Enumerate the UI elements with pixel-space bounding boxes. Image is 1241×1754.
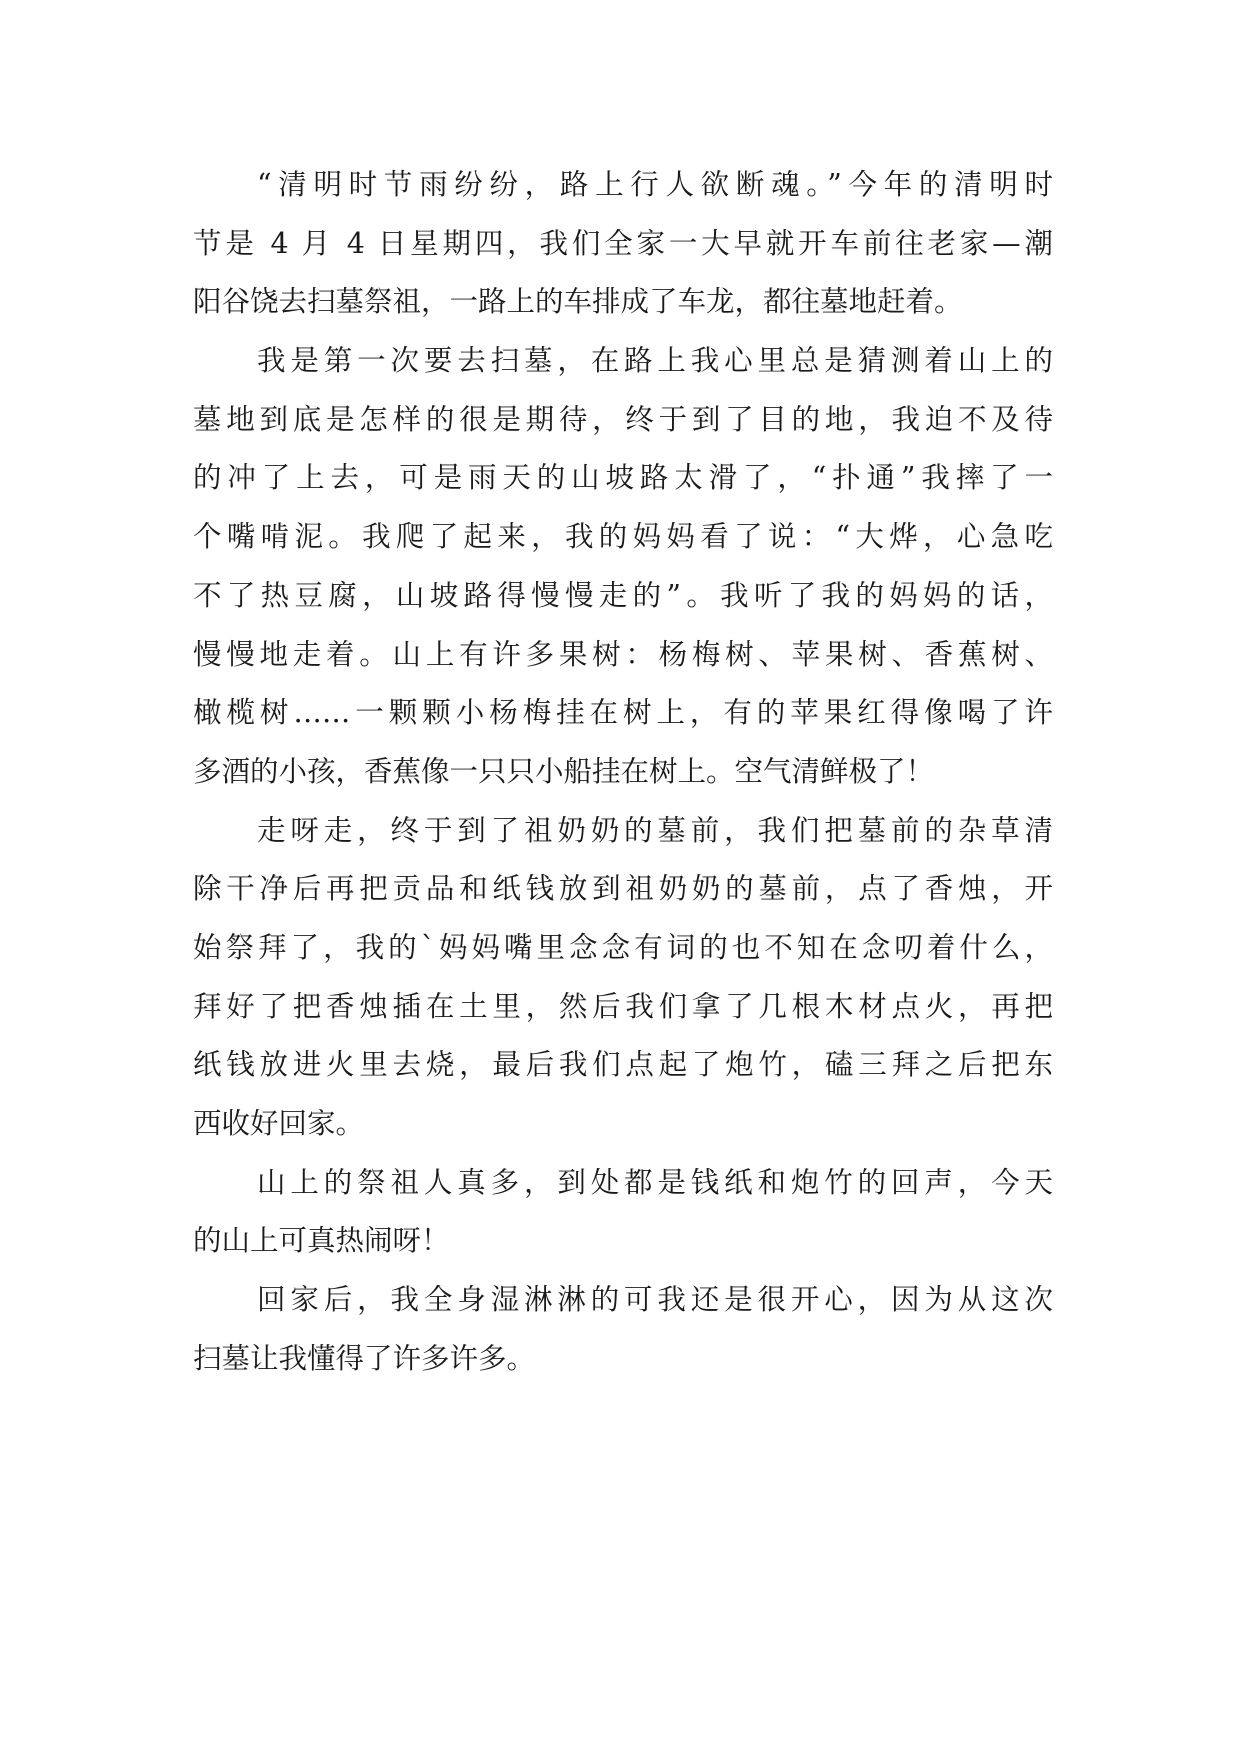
paragraph-3-line-1: 走呀走，终于到了祖奶奶的墓前，我们把墓前的杂草清	[257, 813, 1053, 847]
paragraph-2-line-2: 墓地到底是怎样的很是期待，终于到了目的地，我迫不及待	[193, 402, 1053, 436]
paragraph-2-line-5: 不了热豆腐，山坡路得慢慢走的”。我听了我的妈妈的话，	[193, 578, 1053, 612]
paragraph-2-line-6: 慢慢地走着。山上有许多果树：杨梅树、苹果树、香蕉树、	[193, 637, 1053, 671]
paragraph-3-line-6: 西收好回家。	[193, 1107, 365, 1140]
paragraph-2-line-4: 个嘴啃泥。我爬了起来，我的妈妈看了说：“大烨，心急吃	[193, 520, 1053, 554]
paragraph-2-line-3: 的冲了上去，可是雨天的山坡路太滑了，“扑通”我摔了一	[193, 461, 1053, 495]
paragraph-1-line-1: “清明时节雨纷纷，路上行人欲断魂。”今年的清明时	[257, 168, 1053, 201]
paragraph-3-line-5: 纸钱放进火里去烧，最后我们点起了炮竹，磕三拜之后把东	[193, 1048, 1053, 1082]
paragraph-5-line-1: 回家后，我全身湿淋淋的可我还是很开心，因为从这次	[257, 1283, 1053, 1317]
paragraph-3-line-3: 始祭拜了，我的`妈妈嘴里念念有词的也不知在念叨着什么，	[193, 930, 1053, 964]
paragraph-1-line-2: 节是 4 月 4 日星期四，我们全家一大早就开车前往老家—潮	[193, 226, 1053, 260]
paragraph-3-line-2: 除干净后再把贡品和纸钱放到祖奶奶的墓前，点了香烛，开	[193, 872, 1053, 906]
paragraph-2-line-8: 多酒的小孩，香蕉像一只只小船挂在树上。空气清鲜极了！	[193, 754, 935, 788]
paragraph-4-line-1: 山上的祭祖人真多，到处都是钱纸和炮竹的回声，今天	[257, 1165, 1053, 1199]
paragraph-2-line-7: 橄榄树……一颗颗小杨梅挂在树上，有的苹果红得像喝了许	[193, 696, 1053, 730]
paragraph-1-line-3: 阳谷饶去扫墓祭祖，一路上的车排成了车龙，都往墓地赶着。	[193, 285, 963, 319]
essay-body	[193, 156, 1053, 1388]
paragraph-5-line-2: 扫墓让我懂得了许多许多。	[193, 1341, 536, 1375]
paragraph-4-line-2: 的山上可真热闹呀！	[193, 1224, 450, 1258]
paragraph-3-line-4: 拜好了把香烛插在土里，然后我们拿了几根木材点火，再把	[193, 989, 1053, 1023]
paragraph-2-line-1: 我是第一次要去扫墓，在路上我心里总是猜测着山上的	[257, 344, 1053, 378]
